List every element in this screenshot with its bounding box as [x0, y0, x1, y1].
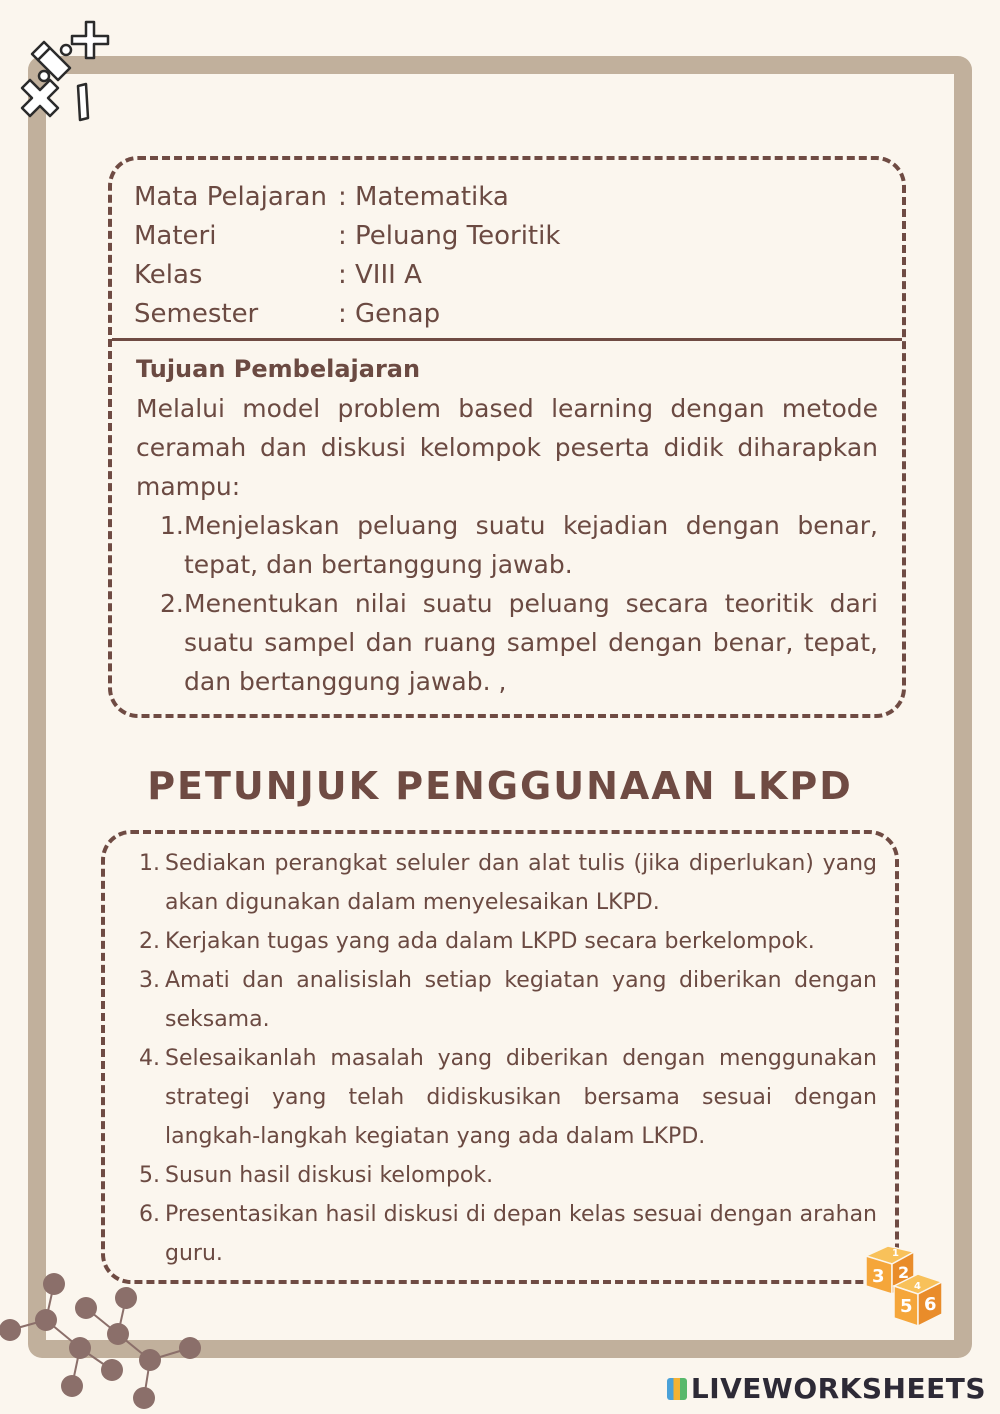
instructions-card — [101, 830, 899, 1284]
info-label: Kelas — [134, 260, 203, 290]
instruction-item — [139, 961, 877, 1039]
info-value: : Genap — [338, 299, 441, 329]
learning-objectives — [136, 350, 878, 701]
die-digit: 3 — [872, 1266, 885, 1287]
brand-name: LIVEWORKSHEETS — [690, 1372, 986, 1405]
die-digit: 4 — [914, 1281, 921, 1292]
info-card — [108, 156, 906, 718]
instruction-item — [139, 1156, 877, 1195]
item-text: Menjelaskan peluang suatu kejadian dengan benar, tepat, dan bertanggung jawab. — [184, 511, 878, 579]
item-text: Menentukan nilai suatu peluang secara teoritik dari suatu sampel dan ruang sampel dengan benar, tepat, dan bertanggung jawab. , — [184, 589, 878, 696]
item-text: Sediakan perangkat seluler dan alat tulis (jika diperlukan) yang akan digunakan dalam menyelesaikan LKPD. — [165, 851, 877, 915]
instructions-heading: PETUNJUK PENGGUNAAN LKPD — [147, 764, 853, 808]
objectives-intro: Melalui model problem based learning dengan metode ceramah dan diskusi kelompok peserta didik diharapkan mampu: — [136, 394, 878, 501]
objectives-heading: Tujuan Pembelajaran — [136, 355, 421, 383]
molecule-icon — [0, 1268, 210, 1414]
item-text: Presentasikan hasil diskusi di depan kelas sesuai dengan arahan guru. — [165, 1202, 877, 1266]
item-number: 4. — [139, 1046, 160, 1071]
die-digit: 2 — [898, 1263, 910, 1282]
item-text: Selesaikanlah masalah yang diberikan dengan menggunakan strategi yang telah didiskusikan bersama sesuai dengan langkah-langkah kegiatan yang ada dalam LKPD. — [165, 1046, 877, 1149]
item-text: Kerjakan tugas yang ada dalam LKPD secara berkelompok. — [165, 929, 815, 954]
objective-item — [136, 506, 878, 584]
item-text: Susun hasil diskusi kelompok. — [165, 1163, 494, 1188]
item-number: 5. — [139, 1163, 160, 1188]
section-divider — [112, 338, 902, 341]
item-number: 1. — [139, 851, 160, 876]
objective-item — [136, 584, 878, 701]
die-digit: 5 — [900, 1296, 913, 1317]
info-value: : VIII A — [338, 260, 422, 290]
item-number: 1. — [160, 511, 184, 540]
item-number: 2. — [160, 589, 184, 618]
info-value: : Matematika — [338, 182, 509, 212]
brand-logo — [667, 1372, 986, 1405]
info-value: : Peluang Teoritik — [338, 221, 561, 251]
info-label: Semester — [134, 299, 259, 329]
instruction-item — [139, 844, 877, 922]
item-number: 3. — [139, 968, 160, 993]
item-text: Amati dan analisislah setiap kegiatan yang diberikan dengan seksama. — [165, 968, 877, 1032]
instruction-item — [139, 1195, 877, 1273]
item-number: 2. — [139, 929, 160, 954]
math-symbols-icon — [14, 14, 124, 124]
info-label: Materi — [134, 221, 217, 251]
brand-mark-icon — [667, 1378, 687, 1400]
item-number: 6. — [139, 1202, 160, 1227]
info-label: Mata Pelajaran — [134, 182, 327, 212]
dice-icon — [862, 1242, 952, 1328]
instruction-item — [139, 922, 877, 961]
instruction-list — [139, 844, 877, 1273]
die-digit: 6 — [924, 1294, 937, 1315]
die-digit: 1 — [892, 1248, 899, 1259]
instruction-item — [139, 1039, 877, 1156]
